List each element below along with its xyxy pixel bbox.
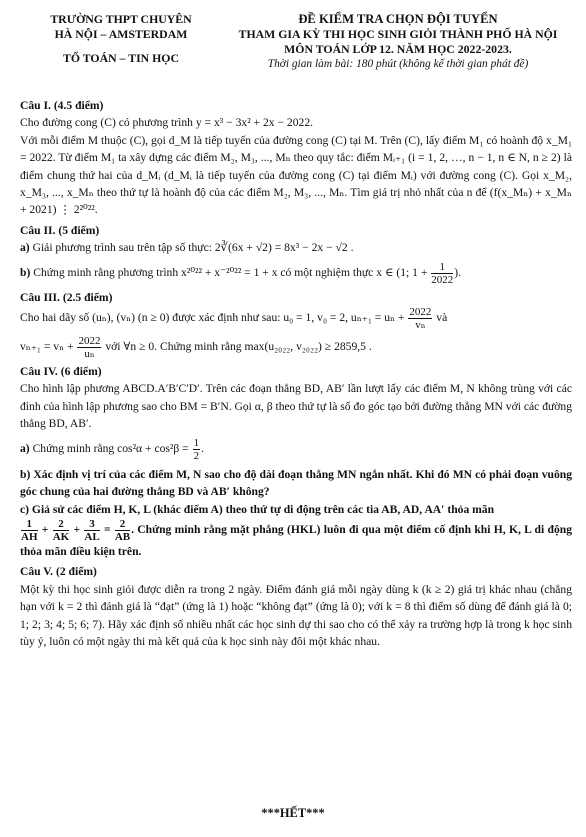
- question-3-text1: [20, 306, 572, 331]
- question-2b-fraction: [431, 261, 453, 286]
- question-2a-text: Giải phương trình sau trên tập số thực: 2∛(6x + √2) = 8x³ − 2x − √2 .: [32, 241, 354, 255]
- fraction-denominator: AK: [52, 530, 70, 543]
- question-4-heading: Câu IV. (6 điểm): [20, 365, 102, 379]
- question-4c-text: Giả sử các điểm H, K, L (khác điểm A) theo thứ tự di động trên các tia AB, AD, AA′ thỏa mãn: [31, 502, 495, 516]
- question-1-text1: Cho đường cong (C) có phương trình y = x³ − 3x² + 2x − 2022.: [20, 116, 314, 130]
- question-4c-tail: . Chứng minh rằng mặt phẳng (HKL) luôn đi qua một điểm cố định khi H, K, L di động thỏa mãn điều kiện trên.: [20, 523, 572, 558]
- question-4a-label: a): [20, 441, 30, 455]
- exam-time: Thời gian làm bài: 180 phút (không kể thời gian phát đề): [267, 58, 529, 70]
- question-2a-label: a): [20, 241, 30, 255]
- fraction-denominator: vₙ: [415, 319, 426, 332]
- question-2b: [20, 261, 572, 286]
- fraction-numerator: 1: [431, 261, 453, 274]
- fraction-denominator: AH: [21, 530, 38, 543]
- school-name-line1: TRƯỜNG THPT CHUYÊN: [50, 12, 192, 26]
- question-2-heading: Câu II. (5 điểm): [20, 223, 100, 237]
- fraction-denominator: uₙ: [84, 348, 95, 361]
- question-4c-fraction-4: [115, 518, 130, 543]
- fraction-denominator: 2022: [431, 273, 454, 286]
- exam-title: ĐỀ KIỂM TRA CHỌN ĐỘI TUYỂN: [298, 12, 498, 26]
- question-3-text1-main: Cho hai dãy số (uₙ), (vₙ) (n ≥ 0) được xác định như sau: u₀ = 1, v₀ = 2, uₙ₊₁ = uₙ +: [20, 311, 408, 325]
- department-name: TỔ TOÁN – TIN HỌC: [62, 51, 180, 65]
- fraction-numerator: 2022: [78, 335, 101, 348]
- school-name-line2: HÀ NỘI – AMSTERDAM: [54, 27, 188, 41]
- question-2b-text: Chứng minh rằng phương trình x²⁰²² + x⁻²⁰²² = 1 + x có một nghiệm thực x ∈ (1; 1 +: [33, 265, 431, 279]
- question-4-intro: Cho hình lập phương ABCD.A′B′C′D′. Trên các đoạn thẳng BD, AB′ lần lượt lấy các điểm M, N không trùng với các đỉnh của hình lập phương sao cho BM = B′N. Gọi α, β theo thứ tự là số đo góc tạo bởi đường thẳng MN với các đường thẳng BD, AB′.: [20, 382, 572, 431]
- question-4c-fraction-2: [53, 518, 70, 543]
- exam-header: [218, 12, 578, 72]
- question-4c-fraction-3: [84, 518, 99, 543]
- question-4b-text: Xác định vị trí của các điểm M, N sao cho độ dài đoạn thẳng MN ngắn nhất. Khi đó MN có phải đoạn vuông góc chung của hai đường thẳng BD và AB′ không?: [20, 467, 572, 499]
- fraction-denominator: AL: [84, 530, 100, 543]
- fraction-numerator: 3: [84, 518, 99, 531]
- fraction-numerator: 1: [193, 436, 200, 449]
- equation-operator: =: [100, 523, 114, 537]
- fraction-denominator: 2: [193, 449, 200, 462]
- question-3-fraction2: [77, 335, 101, 360]
- question-3-text1-tail: và: [433, 311, 448, 325]
- end-marker: ***HẾT***: [261, 806, 325, 820]
- fraction-numerator: 2022: [409, 306, 432, 319]
- exam-subtitle1: THAM GIA KỲ THI HỌC SINH GIỎI THÀNH PHỐ HÀ NỘI: [238, 27, 558, 41]
- fraction-numerator: 1: [21, 518, 38, 531]
- question-3-fraction1: [408, 306, 432, 331]
- question-2b-tail: ).: [454, 265, 462, 279]
- question-1-heading: Câu I. (4.5 điểm): [20, 99, 104, 112]
- question-2b-label: b): [20, 265, 31, 279]
- question-4c: [20, 501, 572, 518]
- question-4c-equation: [20, 518, 572, 560]
- question-3-text2-main: vₙ₊₁ = vₙ +: [20, 340, 77, 354]
- school-header: [16, 12, 226, 66]
- question-2a: [20, 239, 572, 256]
- question-4c-label: c): [20, 502, 30, 516]
- exam-subtitle2: MÔN TOÁN LỚP 12. NĂM HỌC 2022-2023.: [284, 42, 512, 56]
- question-5-text: Một kỳ thi học sinh giỏi được diễn ra trong 2 ngày. Điểm đánh giá mỗi ngày dùng k (k ≥ 2) giá trị khác nhau (chẳng hạn với k = 2 thì đánh giá là “đạt” (ứng là 1) hoặc “không đạt” (ứng là 0); với k = 8 thì điểm số dùng để đánh giá là 0; 1; 2; 3; 4; 5; 6; 7). Hãy xác định số nhiều nhất các học sinh dự thi sao cho có thể xảy ra trường hợp là trong k học sinh tùy ý, luôn có một ngày thi mà kết quả của k học sinh này đôi một khác nhau.: [20, 582, 572, 648]
- question-3-text2-tail: với ∀n ≥ 0. Chứng minh rằng max(u₂₀₂₂, v₂₀₂₂) ≥ 2859,5 .: [102, 340, 372, 354]
- question-5-heading: Câu V. (2 điểm): [20, 565, 97, 579]
- question-4a-fraction: [193, 437, 201, 462]
- fraction-numerator: 2: [53, 518, 70, 531]
- question-3-heading: Câu III. (2.5 điểm): [20, 290, 113, 304]
- question-1-text2: Với mỗi điểm M thuộc (C), gọi d_M là tiếp tuyến của đường cong (C) tại M. Trên (C), lấy điểm M₁ có hoành độ x_M₁ = 2022. Từ điểm M₁ ta xây dựng các điểm M₂, M₃, ..., Mₙ theo quy tắc: điểm Mᵢ₊₁ (i = 1, 2, …, n − 1, n ∈ N, n ≥ 2) là điểm chung thứ hai của d_Mᵢ (d_Mᵢ là tiếp tuyến của đường cong (C) tại điểm Mᵢ) với đường cong (C). Gọi x_M₂, x_M₃, ..., x_Mₙ theo thứ tự là hoành độ của các điểm M₂, M₃, ..., Mₙ. Tìm giá trị nhỏ nhất của n để (f(x_Mₙ) + x_Mₙ + 2021) ⋮ 2²⁰²².: [20, 133, 572, 217]
- question-4a: [20, 437, 572, 462]
- question-4b: [20, 466, 572, 501]
- equation-operator: +: [70, 523, 84, 537]
- fraction-numerator: 2: [115, 518, 130, 531]
- exam-content: [20, 94, 572, 650]
- question-4a-tail: .: [201, 441, 205, 455]
- question-4b-label: b): [20, 467, 31, 481]
- question-4c-fraction-1: [21, 518, 38, 543]
- question-4a-text: Chứng minh rằng cos²α + cos²β =: [32, 441, 192, 455]
- equation-operator: +: [38, 523, 52, 537]
- question-3-text2: [20, 335, 572, 360]
- fraction-denominator: AB: [114, 530, 131, 543]
